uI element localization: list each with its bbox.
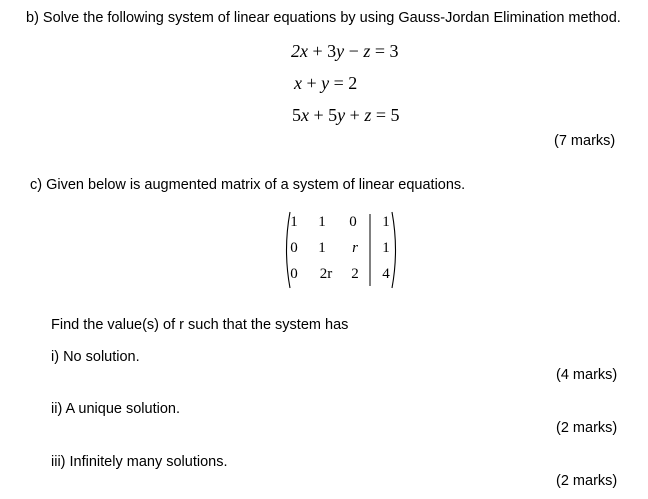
matrix-cell-r1c1: 1 xyxy=(290,214,298,230)
item-ii-label: ii) A unique solution. xyxy=(51,401,180,417)
matrix-cell-r3c3: 2 xyxy=(351,266,359,282)
matrix-cell-r3c2: 2r xyxy=(319,266,333,282)
item-i-marks: (4 marks) xyxy=(556,367,618,383)
part-b-question: b) Solve the following system of linear equations by using Gauss-Jordan Elimination method. xyxy=(26,10,621,26)
matrix-cell-r1c3: 0 xyxy=(349,214,357,230)
part-c-question: c) Given below is augmented matrix of a system of linear equations. xyxy=(30,177,466,193)
matrix-cell-r2c3: r xyxy=(352,240,358,256)
item-i-label: i) No solution. xyxy=(51,349,140,365)
matrix-cell-r1c4: 1 xyxy=(382,214,390,230)
matrix-cell-r3c1: 0 xyxy=(290,266,298,282)
item-ii-marks: (2 marks) xyxy=(556,420,618,436)
equation-1: 2x + 3y − z = 3 xyxy=(291,41,399,61)
matrix-cell-r1c2: 1 xyxy=(318,214,326,230)
item-iii-label: iii) Infinitely many solutions. xyxy=(51,454,228,470)
matrix-cell-r2c4: 1 xyxy=(382,240,390,256)
augmented-matrix xyxy=(282,210,400,290)
part-c-prompt: Find the value(s) of r such that the system has xyxy=(51,317,349,333)
item-iii-marks: (2 marks) xyxy=(556,473,618,489)
equation-2: x + y = 2 xyxy=(294,73,358,93)
part-b-marks: (7 marks) xyxy=(554,133,616,149)
matrix-cell-r2c2: 1 xyxy=(318,240,326,256)
matrix-cell-r2c1: 0 xyxy=(290,240,298,256)
equation-3: 5x + 5y + z = 5 xyxy=(292,105,400,125)
matrix-cell-r3c4: 4 xyxy=(382,266,390,282)
